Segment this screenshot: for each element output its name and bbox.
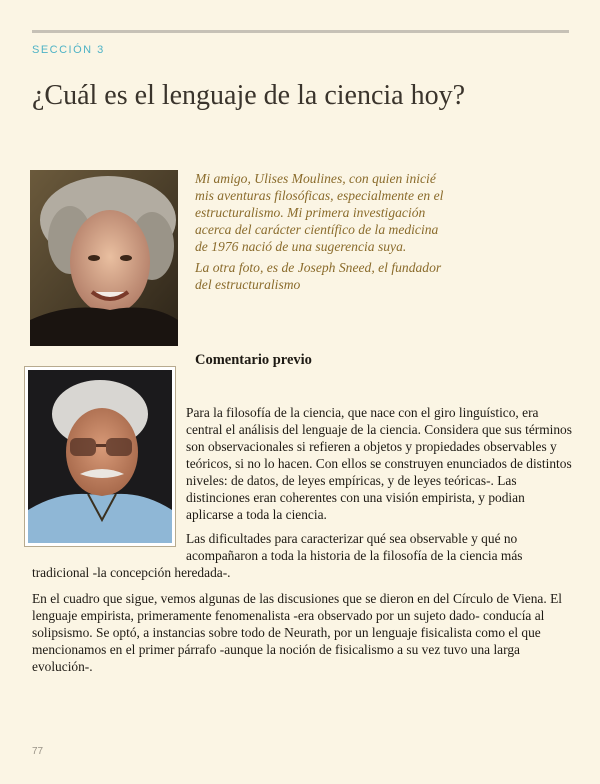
top-rule bbox=[32, 30, 569, 33]
section-label: SECCIÓN 3 bbox=[32, 44, 105, 56]
page-title: ¿Cuál es el lenguaje de la ciencia hoy? bbox=[32, 80, 466, 111]
body-paragraph: En el cuadro que sigue, vemos algunas de las discusiones que se dieron en del Círculo de Viena. El lenguaje empirista, primeramente fenomenalista -era observado por un sujeto dado- conducía al solipsismo. Se optó, a instancias sobre todo de Neurath, por un lenguaje fisicalista como el que mencionamos en el primer párrafo -aunque la noción de fisicalismo a su vez tuvo una larga evolución-. bbox=[32, 591, 562, 674]
section-heading: Comentario previo bbox=[195, 352, 312, 368]
photo-joseph-sneed bbox=[24, 366, 176, 547]
caption-paragraph: Mi amigo, Ulises Moulines, con quien inicié mis aventuras filosóficas, especialmente en el estructuralismo. Mi primera investigación acerca del carácter científico de la medicina de 1976 nació de una sugerencia suya. bbox=[195, 171, 444, 254]
portrait-image bbox=[28, 370, 172, 543]
body-paragraph: Las dificultades para caracterizar qué sea observable y qué no acompañaron a toda la historia de la filosofía de la ciencia más bbox=[186, 531, 523, 563]
photo-caption bbox=[195, 170, 445, 297]
page-number: 77 bbox=[32, 746, 44, 757]
caption-paragraph: La otra foto, es de Joseph Sneed, el fundador del estructuralismo bbox=[195, 260, 442, 292]
portrait-image bbox=[30, 170, 178, 346]
body-paragraph: Para la filosofía de la ciencia, que nace con el giro linguístico, era central el análisis del lenguaje de la ciencia. Considera que sus términos son observacionales si refieren a objetos y propiedades observables y teóricos, si no lo hacen. Con ellos se construyen enunciados de distintos niveles: de datos, de leyes empíricas, y de leyes teóricas-. Las distinciones eran coherentes con una visión empirista, y podian aplicarse a toda la ciencia. bbox=[186, 405, 572, 522]
photo-ulises-moulines bbox=[30, 170, 178, 346]
body-paragraph-continuation: tradicional -la concepción heredada-. bbox=[32, 565, 231, 580]
